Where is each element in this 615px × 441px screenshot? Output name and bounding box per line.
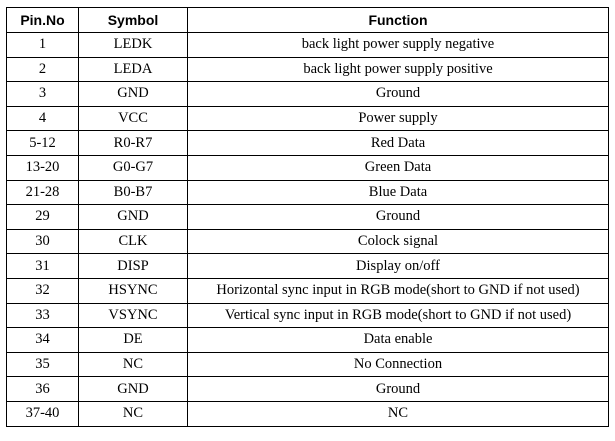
- function-cell: No Connection: [188, 352, 609, 377]
- table-row: [7, 328, 609, 353]
- pin-cell: 29: [7, 205, 79, 230]
- header-symbol: Symbol: [79, 8, 188, 33]
- table-row: [7, 106, 609, 131]
- table-row: [7, 205, 609, 230]
- pin-cell: 13-20: [7, 155, 79, 180]
- table-row: [7, 229, 609, 254]
- header-row: [7, 8, 609, 33]
- function-cell: Horizontal sync input in RGB mode(short to GND if not used): [188, 278, 609, 303]
- pin-cell: 1: [7, 33, 79, 58]
- table-row: [7, 180, 609, 205]
- symbol-cell: B0-B7: [79, 180, 188, 205]
- header-pin-no: Pin.No: [7, 8, 79, 33]
- function-cell: Ground: [188, 205, 609, 230]
- symbol-cell: NC: [79, 352, 188, 377]
- pin-cell: 3: [7, 82, 79, 107]
- symbol-cell: R0-R7: [79, 131, 188, 156]
- table-row: [7, 131, 609, 156]
- table-row: [7, 254, 609, 279]
- table-row: [7, 57, 609, 82]
- pin-cell: 4: [7, 106, 79, 131]
- pin-cell: 31: [7, 254, 79, 279]
- symbol-cell: G0-G7: [79, 155, 188, 180]
- function-cell: Vertical sync input in RGB mode(short to GND if not used): [188, 303, 609, 328]
- function-cell: Power supply: [188, 106, 609, 131]
- symbol-cell: NC: [79, 401, 188, 426]
- function-cell: back light power supply negative: [188, 33, 609, 58]
- table-row: [7, 352, 609, 377]
- pin-cell: 21-28: [7, 180, 79, 205]
- table-row: [7, 303, 609, 328]
- function-cell: back light power supply positive: [188, 57, 609, 82]
- function-cell: Data enable: [188, 328, 609, 353]
- symbol-cell: LEDA: [79, 57, 188, 82]
- symbol-cell: GND: [79, 205, 188, 230]
- table-row: [7, 278, 609, 303]
- symbol-cell: GND: [79, 82, 188, 107]
- function-cell: Display on/off: [188, 254, 609, 279]
- pin-cell: 37-40: [7, 401, 79, 426]
- symbol-cell: DISP: [79, 254, 188, 279]
- function-cell: Green Data: [188, 155, 609, 180]
- function-cell: Ground: [188, 377, 609, 402]
- function-cell: Ground: [188, 82, 609, 107]
- table-header: [7, 8, 609, 33]
- symbol-cell: HSYNC: [79, 278, 188, 303]
- pin-cell: 32: [7, 278, 79, 303]
- symbol-cell: DE: [79, 328, 188, 353]
- pin-cell: 2: [7, 57, 79, 82]
- pin-cell: 34: [7, 328, 79, 353]
- symbol-cell: GND: [79, 377, 188, 402]
- symbol-cell: VCC: [79, 106, 188, 131]
- table-row: [7, 377, 609, 402]
- function-cell: Red Data: [188, 131, 609, 156]
- table-body: [7, 33, 609, 427]
- function-cell: Colock signal: [188, 229, 609, 254]
- table-row: [7, 82, 609, 107]
- pin-definition-table: [6, 7, 609, 427]
- pin-cell: 36: [7, 377, 79, 402]
- pin-cell: 30: [7, 229, 79, 254]
- symbol-cell: VSYNC: [79, 303, 188, 328]
- table-row: [7, 401, 609, 426]
- pin-cell: 35: [7, 352, 79, 377]
- symbol-cell: LEDK: [79, 33, 188, 58]
- function-cell: Blue Data: [188, 180, 609, 205]
- table-row: [7, 33, 609, 58]
- function-cell: NC: [188, 401, 609, 426]
- pin-cell: 33: [7, 303, 79, 328]
- table-row: [7, 155, 609, 180]
- pin-cell: 5-12: [7, 131, 79, 156]
- symbol-cell: CLK: [79, 229, 188, 254]
- header-function: Function: [188, 8, 609, 33]
